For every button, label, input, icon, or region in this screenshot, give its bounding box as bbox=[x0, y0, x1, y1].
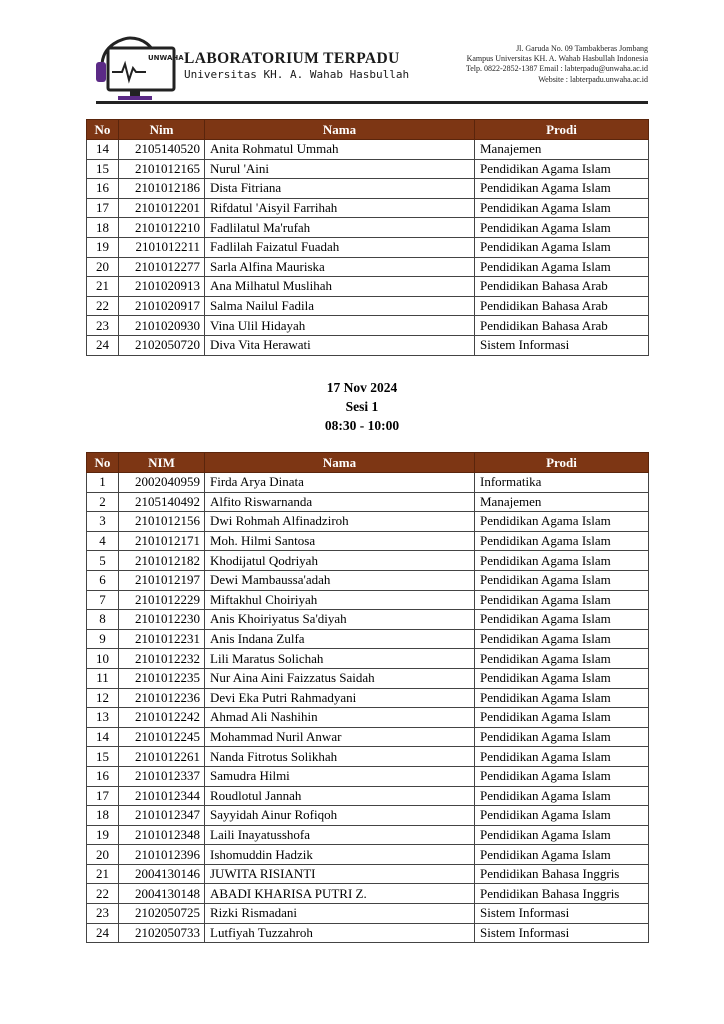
row-name: Lili Maratus Solichah bbox=[205, 649, 475, 669]
row-name: Sarla Alfina Mauriska bbox=[205, 257, 475, 277]
header-divider bbox=[96, 101, 648, 104]
row-name: Ishomuddin Hadzik bbox=[205, 845, 475, 865]
row-number: 5 bbox=[87, 551, 119, 571]
table-row bbox=[87, 766, 649, 786]
table-row bbox=[87, 884, 649, 904]
row-number: 15 bbox=[87, 747, 119, 767]
row-nim: 2101012236 bbox=[119, 688, 205, 708]
row-prodi: Pendidikan Agama Islam bbox=[475, 806, 649, 826]
row-nim: 2101012277 bbox=[119, 257, 205, 277]
table-row bbox=[87, 806, 649, 826]
row-name: Roudlotul Jannah bbox=[205, 786, 475, 806]
lab-subtitle: Universitas KH. A. Wahab Hasbullah bbox=[184, 68, 410, 81]
column-header-prodi: Prodi bbox=[475, 120, 649, 140]
table-row bbox=[87, 864, 649, 884]
row-number: 18 bbox=[87, 218, 119, 238]
row-prodi: Pendidikan Agama Islam bbox=[475, 590, 649, 610]
table-header-row bbox=[87, 453, 649, 473]
row-number: 14 bbox=[87, 140, 119, 160]
row-prodi: Sistem Informasi bbox=[475, 923, 649, 943]
table-row bbox=[87, 277, 649, 297]
row-prodi: Pendidikan Agama Islam bbox=[475, 218, 649, 238]
row-name: ABADI KHARISA PUTRI Z. bbox=[205, 884, 475, 904]
row-prodi: Pendidikan Agama Islam bbox=[475, 610, 649, 630]
row-prodi: Pendidikan Bahasa Arab bbox=[475, 316, 649, 336]
row-prodi: Pendidikan Agama Islam bbox=[475, 512, 649, 532]
contact-block bbox=[466, 44, 648, 85]
row-number: 15 bbox=[87, 159, 119, 179]
session-date: 17 Nov 2024 bbox=[326, 380, 398, 395]
row-prodi: Pendidikan Agama Islam bbox=[475, 629, 649, 649]
row-name: Lutfiyah Tuzzahroh bbox=[205, 923, 475, 943]
column-header-nama: Nama bbox=[205, 120, 475, 140]
table-row bbox=[87, 747, 649, 767]
table-row bbox=[87, 296, 649, 316]
table-row bbox=[87, 570, 649, 590]
table-row bbox=[87, 845, 649, 865]
row-name: Rifdatul 'Aisyil Farrihah bbox=[205, 198, 475, 218]
row-number: 21 bbox=[87, 864, 119, 884]
row-name: Samudra Hilmi bbox=[205, 766, 475, 786]
row-name: Fadlilatul Ma'rufah bbox=[205, 218, 475, 238]
table-row bbox=[87, 140, 649, 160]
row-name: Alfito Riswarnanda bbox=[205, 492, 475, 512]
table-row bbox=[87, 923, 649, 943]
row-name: Dewi Mambaussa'adah bbox=[205, 570, 475, 590]
row-prodi: Pendidikan Agama Islam bbox=[475, 237, 649, 257]
row-prodi: Pendidikan Agama Islam bbox=[475, 551, 649, 571]
row-name: Anis Khoiriyatus Sa'diyah bbox=[205, 610, 475, 630]
table-row bbox=[87, 335, 649, 355]
row-name: JUWITA RISIANTI bbox=[205, 864, 475, 884]
row-number: 22 bbox=[87, 884, 119, 904]
table-row bbox=[87, 590, 649, 610]
table-row bbox=[87, 727, 649, 747]
row-name: Dista Fitriana bbox=[205, 179, 475, 199]
table-row bbox=[87, 708, 649, 728]
column-header-no: No bbox=[87, 453, 119, 473]
row-prodi: Pendidikan Agama Islam bbox=[475, 649, 649, 669]
row-name: Fadlilah Faizatul Fuadah bbox=[205, 237, 475, 257]
row-prodi: Pendidikan Agama Islam bbox=[475, 688, 649, 708]
row-nim: 2101012229 bbox=[119, 590, 205, 610]
row-number: 20 bbox=[87, 257, 119, 277]
row-nim: 2101012242 bbox=[119, 708, 205, 728]
row-prodi: Manajemen bbox=[475, 140, 649, 160]
row-nim: 2101012232 bbox=[119, 649, 205, 669]
row-prodi: Pendidikan Agama Islam bbox=[475, 825, 649, 845]
row-name: Dwi Rohmah Alfinadziroh bbox=[205, 512, 475, 532]
row-name: Laili Inayatusshofa bbox=[205, 825, 475, 845]
row-nim: 2101012210 bbox=[119, 218, 205, 238]
row-nim: 2101012261 bbox=[119, 747, 205, 767]
row-number: 23 bbox=[87, 904, 119, 924]
row-nim: 2101012348 bbox=[119, 825, 205, 845]
row-prodi: Pendidikan Agama Islam bbox=[475, 179, 649, 199]
table-row bbox=[87, 629, 649, 649]
row-number: 16 bbox=[87, 179, 119, 199]
row-nim: 2102050725 bbox=[119, 904, 205, 924]
table-row bbox=[87, 179, 649, 199]
row-nim: 2101012396 bbox=[119, 845, 205, 865]
row-name: Anita Rohmatul Ummah bbox=[205, 140, 475, 160]
row-nim: 2101020930 bbox=[119, 316, 205, 336]
row-number: 24 bbox=[87, 335, 119, 355]
row-prodi: Pendidikan Bahasa Arab bbox=[475, 277, 649, 297]
row-number: 6 bbox=[87, 570, 119, 590]
row-number: 10 bbox=[87, 649, 119, 669]
row-number: 24 bbox=[87, 923, 119, 943]
row-prodi: Pendidikan Agama Islam bbox=[475, 159, 649, 179]
logo-text: UNWAHA bbox=[148, 54, 184, 62]
row-number: 8 bbox=[87, 610, 119, 630]
row-number: 3 bbox=[87, 512, 119, 532]
table-row bbox=[87, 316, 649, 336]
table-row bbox=[87, 473, 649, 493]
row-name: Sayyidah Ainur Rofiqoh bbox=[205, 806, 475, 826]
row-nim: 2101012171 bbox=[119, 531, 205, 551]
session-name: Sesi 1 bbox=[345, 399, 379, 414]
row-nim: 2101012231 bbox=[119, 629, 205, 649]
table-row bbox=[87, 218, 649, 238]
website-line: Website : labterpadu.unwaha.ac.id bbox=[538, 74, 648, 84]
table-row bbox=[87, 551, 649, 571]
row-nim: 2101020917 bbox=[119, 296, 205, 316]
row-number: 18 bbox=[87, 806, 119, 826]
column-header-nama: Nama bbox=[205, 453, 475, 473]
table-row bbox=[87, 825, 649, 845]
row-number: 21 bbox=[87, 277, 119, 297]
participant-table-continued bbox=[86, 119, 649, 356]
table-row bbox=[87, 668, 649, 688]
session-time: 08:30 - 10:00 bbox=[324, 418, 400, 433]
row-number: 13 bbox=[87, 708, 119, 728]
row-name: Khodijatul Qodriyah bbox=[205, 551, 475, 571]
row-prodi: Pendidikan Bahasa Arab bbox=[475, 296, 649, 316]
row-nim: 2101012337 bbox=[119, 766, 205, 786]
row-prodi: Pendidikan Agama Islam bbox=[475, 747, 649, 767]
row-name: Nanda Fitrotus Solikhah bbox=[205, 747, 475, 767]
row-nim: 2105140492 bbox=[119, 492, 205, 512]
row-nim: 2101012186 bbox=[119, 179, 205, 199]
row-prodi: Pendidikan Agama Islam bbox=[475, 727, 649, 747]
row-number: 9 bbox=[87, 629, 119, 649]
letterhead bbox=[0, 0, 724, 110]
row-number: 16 bbox=[87, 766, 119, 786]
table-row bbox=[87, 786, 649, 806]
row-nim: 2101012245 bbox=[119, 727, 205, 747]
row-prodi: Sistem Informasi bbox=[475, 904, 649, 924]
row-name: Nurul 'Aini bbox=[205, 159, 475, 179]
row-number: 7 bbox=[87, 590, 119, 610]
row-prodi: Pendidikan Agama Islam bbox=[475, 766, 649, 786]
table-row bbox=[87, 688, 649, 708]
session-heading bbox=[0, 378, 724, 435]
row-nim: 2101012235 bbox=[119, 668, 205, 688]
row-nim: 2101012347 bbox=[119, 806, 205, 826]
row-name: Ana Milhatul Muslihah bbox=[205, 277, 475, 297]
table-row bbox=[87, 512, 649, 532]
row-nim: 2101012165 bbox=[119, 159, 205, 179]
row-nim: 2004130146 bbox=[119, 864, 205, 884]
row-number: 22 bbox=[87, 296, 119, 316]
row-prodi: Pendidikan Agama Islam bbox=[475, 198, 649, 218]
row-number: 17 bbox=[87, 198, 119, 218]
row-nim: 2102050720 bbox=[119, 335, 205, 355]
row-number: 11 bbox=[87, 668, 119, 688]
row-prodi: Pendidikan Agama Islam bbox=[475, 708, 649, 728]
row-nim: 2101012201 bbox=[119, 198, 205, 218]
row-nim: 2101012211 bbox=[119, 237, 205, 257]
row-nim: 2002040959 bbox=[119, 473, 205, 493]
row-prodi: Pendidikan Agama Islam bbox=[475, 570, 649, 590]
table-row bbox=[87, 531, 649, 551]
row-number: 14 bbox=[87, 727, 119, 747]
row-name: Ahmad Ali Nashihin bbox=[205, 708, 475, 728]
row-prodi: Sistem Informasi bbox=[475, 335, 649, 355]
participant-table-session-1 bbox=[86, 452, 649, 943]
row-name: Miftakhul Choiriyah bbox=[205, 590, 475, 610]
row-nim: 2004130148 bbox=[119, 884, 205, 904]
row-nim: 2105140520 bbox=[119, 140, 205, 160]
row-prodi: Pendidikan Agama Islam bbox=[475, 786, 649, 806]
row-name: Vina Ulil Hidayah bbox=[205, 316, 475, 336]
address-line-2: Kampus Universitas KH. A. Wahab Hasbullah Indonesia bbox=[466, 54, 648, 64]
row-prodi: Informatika bbox=[475, 473, 649, 493]
row-nim: 2101012182 bbox=[119, 551, 205, 571]
row-nim: 2101012230 bbox=[119, 610, 205, 630]
table-row bbox=[87, 492, 649, 512]
row-prodi: Pendidikan Bahasa Inggris bbox=[475, 864, 649, 884]
address-line-1: Jl. Garuda No. 09 Tambakberas Jombang bbox=[516, 44, 648, 53]
row-prodi: Pendidikan Agama Islam bbox=[475, 531, 649, 551]
column-header-no: No bbox=[87, 120, 119, 140]
table-row bbox=[87, 237, 649, 257]
lab-title: LABORATORIUM TERPADU bbox=[184, 50, 400, 67]
row-prodi: Manajemen bbox=[475, 492, 649, 512]
table-row bbox=[87, 610, 649, 630]
row-name: Salma Nailul Fadila bbox=[205, 296, 475, 316]
row-number: 17 bbox=[87, 786, 119, 806]
row-number: 19 bbox=[87, 825, 119, 845]
row-nim: 2101012344 bbox=[119, 786, 205, 806]
row-number: 2 bbox=[87, 492, 119, 512]
row-name: Devi Eka Putri Rahmadyani bbox=[205, 688, 475, 708]
table-body bbox=[87, 140, 649, 356]
row-name: Moh. Hilmi Santosa bbox=[205, 531, 475, 551]
row-prodi: Pendidikan Agama Islam bbox=[475, 257, 649, 277]
column-header-nim: NIM bbox=[119, 453, 205, 473]
row-nim: 2101012197 bbox=[119, 570, 205, 590]
table-row bbox=[87, 159, 649, 179]
lab-logo-icon bbox=[94, 36, 184, 102]
column-header-nim: Nim bbox=[119, 120, 205, 140]
row-name: Rizki Rismadani bbox=[205, 904, 475, 924]
row-number: 4 bbox=[87, 531, 119, 551]
row-name: Firda Arya Dinata bbox=[205, 473, 475, 493]
row-number: 23 bbox=[87, 316, 119, 336]
table-header-row bbox=[87, 120, 649, 140]
row-number: 20 bbox=[87, 845, 119, 865]
row-name: Mohammad Nuril Anwar bbox=[205, 727, 475, 747]
table-row bbox=[87, 257, 649, 277]
row-name: Diva Vita Herawati bbox=[205, 335, 475, 355]
row-prodi: Pendidikan Agama Islam bbox=[475, 668, 649, 688]
row-name: Anis Indana Zulfa bbox=[205, 629, 475, 649]
row-nim: 2101012156 bbox=[119, 512, 205, 532]
table-row bbox=[87, 904, 649, 924]
column-header-prodi: Prodi bbox=[475, 453, 649, 473]
row-number: 19 bbox=[87, 237, 119, 257]
row-name: Nur Aina Aini Faizzatus Saidah bbox=[205, 668, 475, 688]
table-row bbox=[87, 649, 649, 669]
row-nim: 2102050733 bbox=[119, 923, 205, 943]
row-prodi: Pendidikan Bahasa Inggris bbox=[475, 884, 649, 904]
table-row bbox=[87, 198, 649, 218]
table-body bbox=[87, 473, 649, 943]
row-nim: 2101020913 bbox=[119, 277, 205, 297]
phone-email-line: Telp. 0822-2852-1387 Email : labterpadu@unwaha.ac.id bbox=[465, 64, 648, 74]
row-prodi: Pendidikan Agama Islam bbox=[475, 845, 649, 865]
row-number: 1 bbox=[87, 473, 119, 493]
row-number: 12 bbox=[87, 688, 119, 708]
